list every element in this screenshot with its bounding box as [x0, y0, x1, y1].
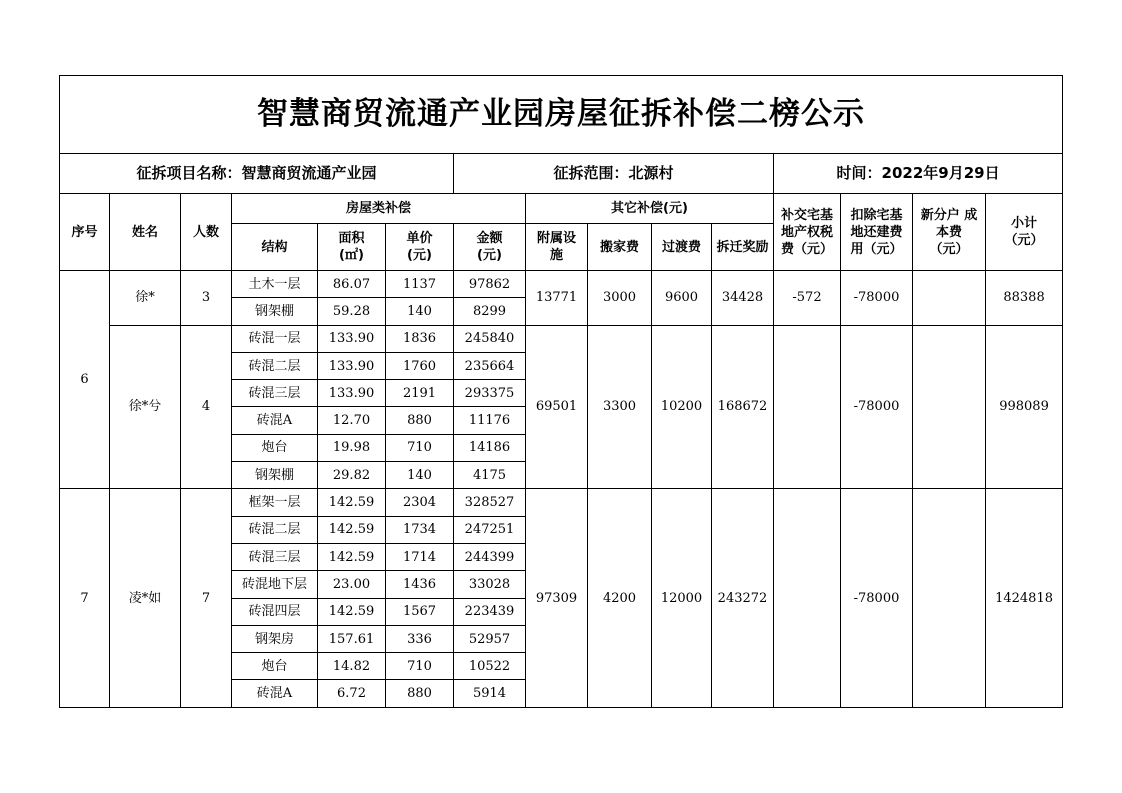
- price-cell: 1714: [386, 543, 454, 570]
- price-cell: 1760: [386, 352, 454, 379]
- area-cell: 142.59: [318, 598, 386, 625]
- area-cell: 133.90: [318, 352, 386, 379]
- structure-cell: 钢架棚: [232, 462, 318, 489]
- amount-cell: 8299: [454, 298, 526, 325]
- header-subtotal: 小计 （元）: [986, 194, 1063, 271]
- price-cell: 880: [386, 407, 454, 434]
- price-cell: 2304: [386, 489, 454, 516]
- count-cell: 4: [181, 325, 232, 489]
- subtotal-cell: 88388: [986, 271, 1063, 326]
- price-cell: 336: [386, 625, 454, 652]
- header-reward: 拆迁奖励: [712, 224, 774, 271]
- amount-cell: 97862: [454, 271, 526, 298]
- moving-cell: 4200: [588, 489, 652, 707]
- table-row: [60, 271, 1063, 298]
- attached-cell: 13771: [526, 271, 588, 326]
- header-area: 面积 (㎡): [318, 224, 386, 271]
- attached-cell: 69501: [526, 325, 588, 489]
- deduct-cell: -78000: [841, 271, 913, 326]
- price-cell: 880: [386, 680, 454, 707]
- price-cell: 1567: [386, 598, 454, 625]
- amount-cell: 293375: [454, 380, 526, 407]
- newhouse-cell: [913, 325, 986, 489]
- page-title: 智慧商贸流通产业园房屋征拆补偿二榜公示: [60, 76, 1063, 154]
- header-structure: 结构: [232, 224, 318, 271]
- structure-cell: 钢架房: [232, 625, 318, 652]
- header-tax: 补交宅基 地产权税 费（元）: [774, 194, 841, 271]
- reward-cell: 168672: [712, 325, 774, 489]
- demolition-scope: 征拆范围：北源村: [454, 154, 774, 194]
- price-cell: 140: [386, 298, 454, 325]
- moving-cell: 3000: [588, 271, 652, 326]
- structure-cell: 土木一层: [232, 271, 318, 298]
- header-attached: 附属设 施: [526, 224, 588, 271]
- structure-cell: 砖混三层: [232, 380, 318, 407]
- tax-cell: [774, 489, 841, 707]
- deduct-cell: -78000: [841, 489, 913, 707]
- structure-cell: 砖混A: [232, 680, 318, 707]
- header-price: 单价 (元): [386, 224, 454, 271]
- area-cell: 6.72: [318, 680, 386, 707]
- reward-cell: 34428: [712, 271, 774, 326]
- structure-cell: 砖混四层: [232, 598, 318, 625]
- area-cell: 19.98: [318, 434, 386, 461]
- amount-cell: 328527: [454, 489, 526, 516]
- tax-cell: [774, 325, 841, 489]
- price-cell: 1734: [386, 516, 454, 543]
- amount-cell: 4175: [454, 462, 526, 489]
- header-house-group: 房屋类补偿: [232, 194, 526, 224]
- compensation-table: [59, 75, 1063, 708]
- amount-cell: 223439: [454, 598, 526, 625]
- publish-time: 时间：2022年9月29日: [774, 154, 1063, 194]
- amount-cell: 11176: [454, 407, 526, 434]
- reward-cell: 243272: [712, 489, 774, 707]
- price-cell: 1436: [386, 571, 454, 598]
- count-cell: 7: [181, 489, 232, 707]
- name-cell: 徐*兮: [110, 325, 181, 489]
- header-other-group: 其它补偿(元): [526, 194, 774, 224]
- amount-cell: 247251: [454, 516, 526, 543]
- table-row: [60, 325, 1063, 352]
- header-moving: 搬家费: [588, 224, 652, 271]
- subtotal-cell: 1424818: [986, 489, 1063, 707]
- name-cell: 凌*如: [110, 489, 181, 707]
- deduct-cell: -78000: [841, 325, 913, 489]
- structure-cell: 钢架棚: [232, 298, 318, 325]
- amount-cell: 10522: [454, 653, 526, 680]
- table-row: [60, 489, 1063, 516]
- price-cell: 1137: [386, 271, 454, 298]
- seq-cell: 7: [60, 489, 110, 707]
- area-cell: 59.28: [318, 298, 386, 325]
- count-cell: 3: [181, 271, 232, 326]
- structure-cell: 砖混地下层: [232, 571, 318, 598]
- amount-cell: 245840: [454, 325, 526, 352]
- structure-cell: 砖混三层: [232, 543, 318, 570]
- attached-cell: 97309: [526, 489, 588, 707]
- structure-cell: 砖混A: [232, 407, 318, 434]
- area-cell: 142.59: [318, 516, 386, 543]
- seq-cell: 6: [60, 271, 110, 489]
- area-cell: 157.61: [318, 625, 386, 652]
- newhouse-cell: [913, 489, 986, 707]
- structure-cell: 炮台: [232, 434, 318, 461]
- moving-cell: 3300: [588, 325, 652, 489]
- transition-cell: 9600: [652, 271, 712, 326]
- amount-cell: 5914: [454, 680, 526, 707]
- structure-cell: 砖混一层: [232, 325, 318, 352]
- price-cell: 710: [386, 434, 454, 461]
- header-newhouse: 新分户 成 本费 （元）: [913, 194, 986, 271]
- amount-cell: 235664: [454, 352, 526, 379]
- price-cell: 1836: [386, 325, 454, 352]
- price-cell: 140: [386, 462, 454, 489]
- tax-cell: -572: [774, 271, 841, 326]
- area-cell: 14.82: [318, 653, 386, 680]
- area-cell: 29.82: [318, 462, 386, 489]
- header-transition: 过渡费: [652, 224, 712, 271]
- structure-cell: 砖混二层: [232, 352, 318, 379]
- structure-cell: 砖混二层: [232, 516, 318, 543]
- name-cell: 徐*: [110, 271, 181, 326]
- area-cell: 142.59: [318, 489, 386, 516]
- project-name: 征拆项目名称：智慧商贸流通产业园: [60, 154, 454, 194]
- amount-cell: 33028: [454, 571, 526, 598]
- area-cell: 86.07: [318, 271, 386, 298]
- header-amount: 金额 (元): [454, 224, 526, 271]
- amount-cell: 52957: [454, 625, 526, 652]
- structure-cell: 框架一层: [232, 489, 318, 516]
- header-deduct: 扣除宅基 地还建费 用（元）: [841, 194, 913, 271]
- transition-cell: 12000: [652, 489, 712, 707]
- header-seq: 序号: [60, 194, 110, 271]
- area-cell: 133.90: [318, 325, 386, 352]
- area-cell: 133.90: [318, 380, 386, 407]
- amount-cell: 14186: [454, 434, 526, 461]
- header-count: 人数: [181, 194, 232, 271]
- area-cell: 142.59: [318, 543, 386, 570]
- amount-cell: 244399: [454, 543, 526, 570]
- area-cell: 23.00: [318, 571, 386, 598]
- structure-cell: 炮台: [232, 653, 318, 680]
- transition-cell: 10200: [652, 325, 712, 489]
- price-cell: 710: [386, 653, 454, 680]
- subtotal-cell: 998089: [986, 325, 1063, 489]
- header-name: 姓名: [110, 194, 181, 271]
- price-cell: 2191: [386, 380, 454, 407]
- newhouse-cell: [913, 271, 986, 326]
- area-cell: 12.70: [318, 407, 386, 434]
